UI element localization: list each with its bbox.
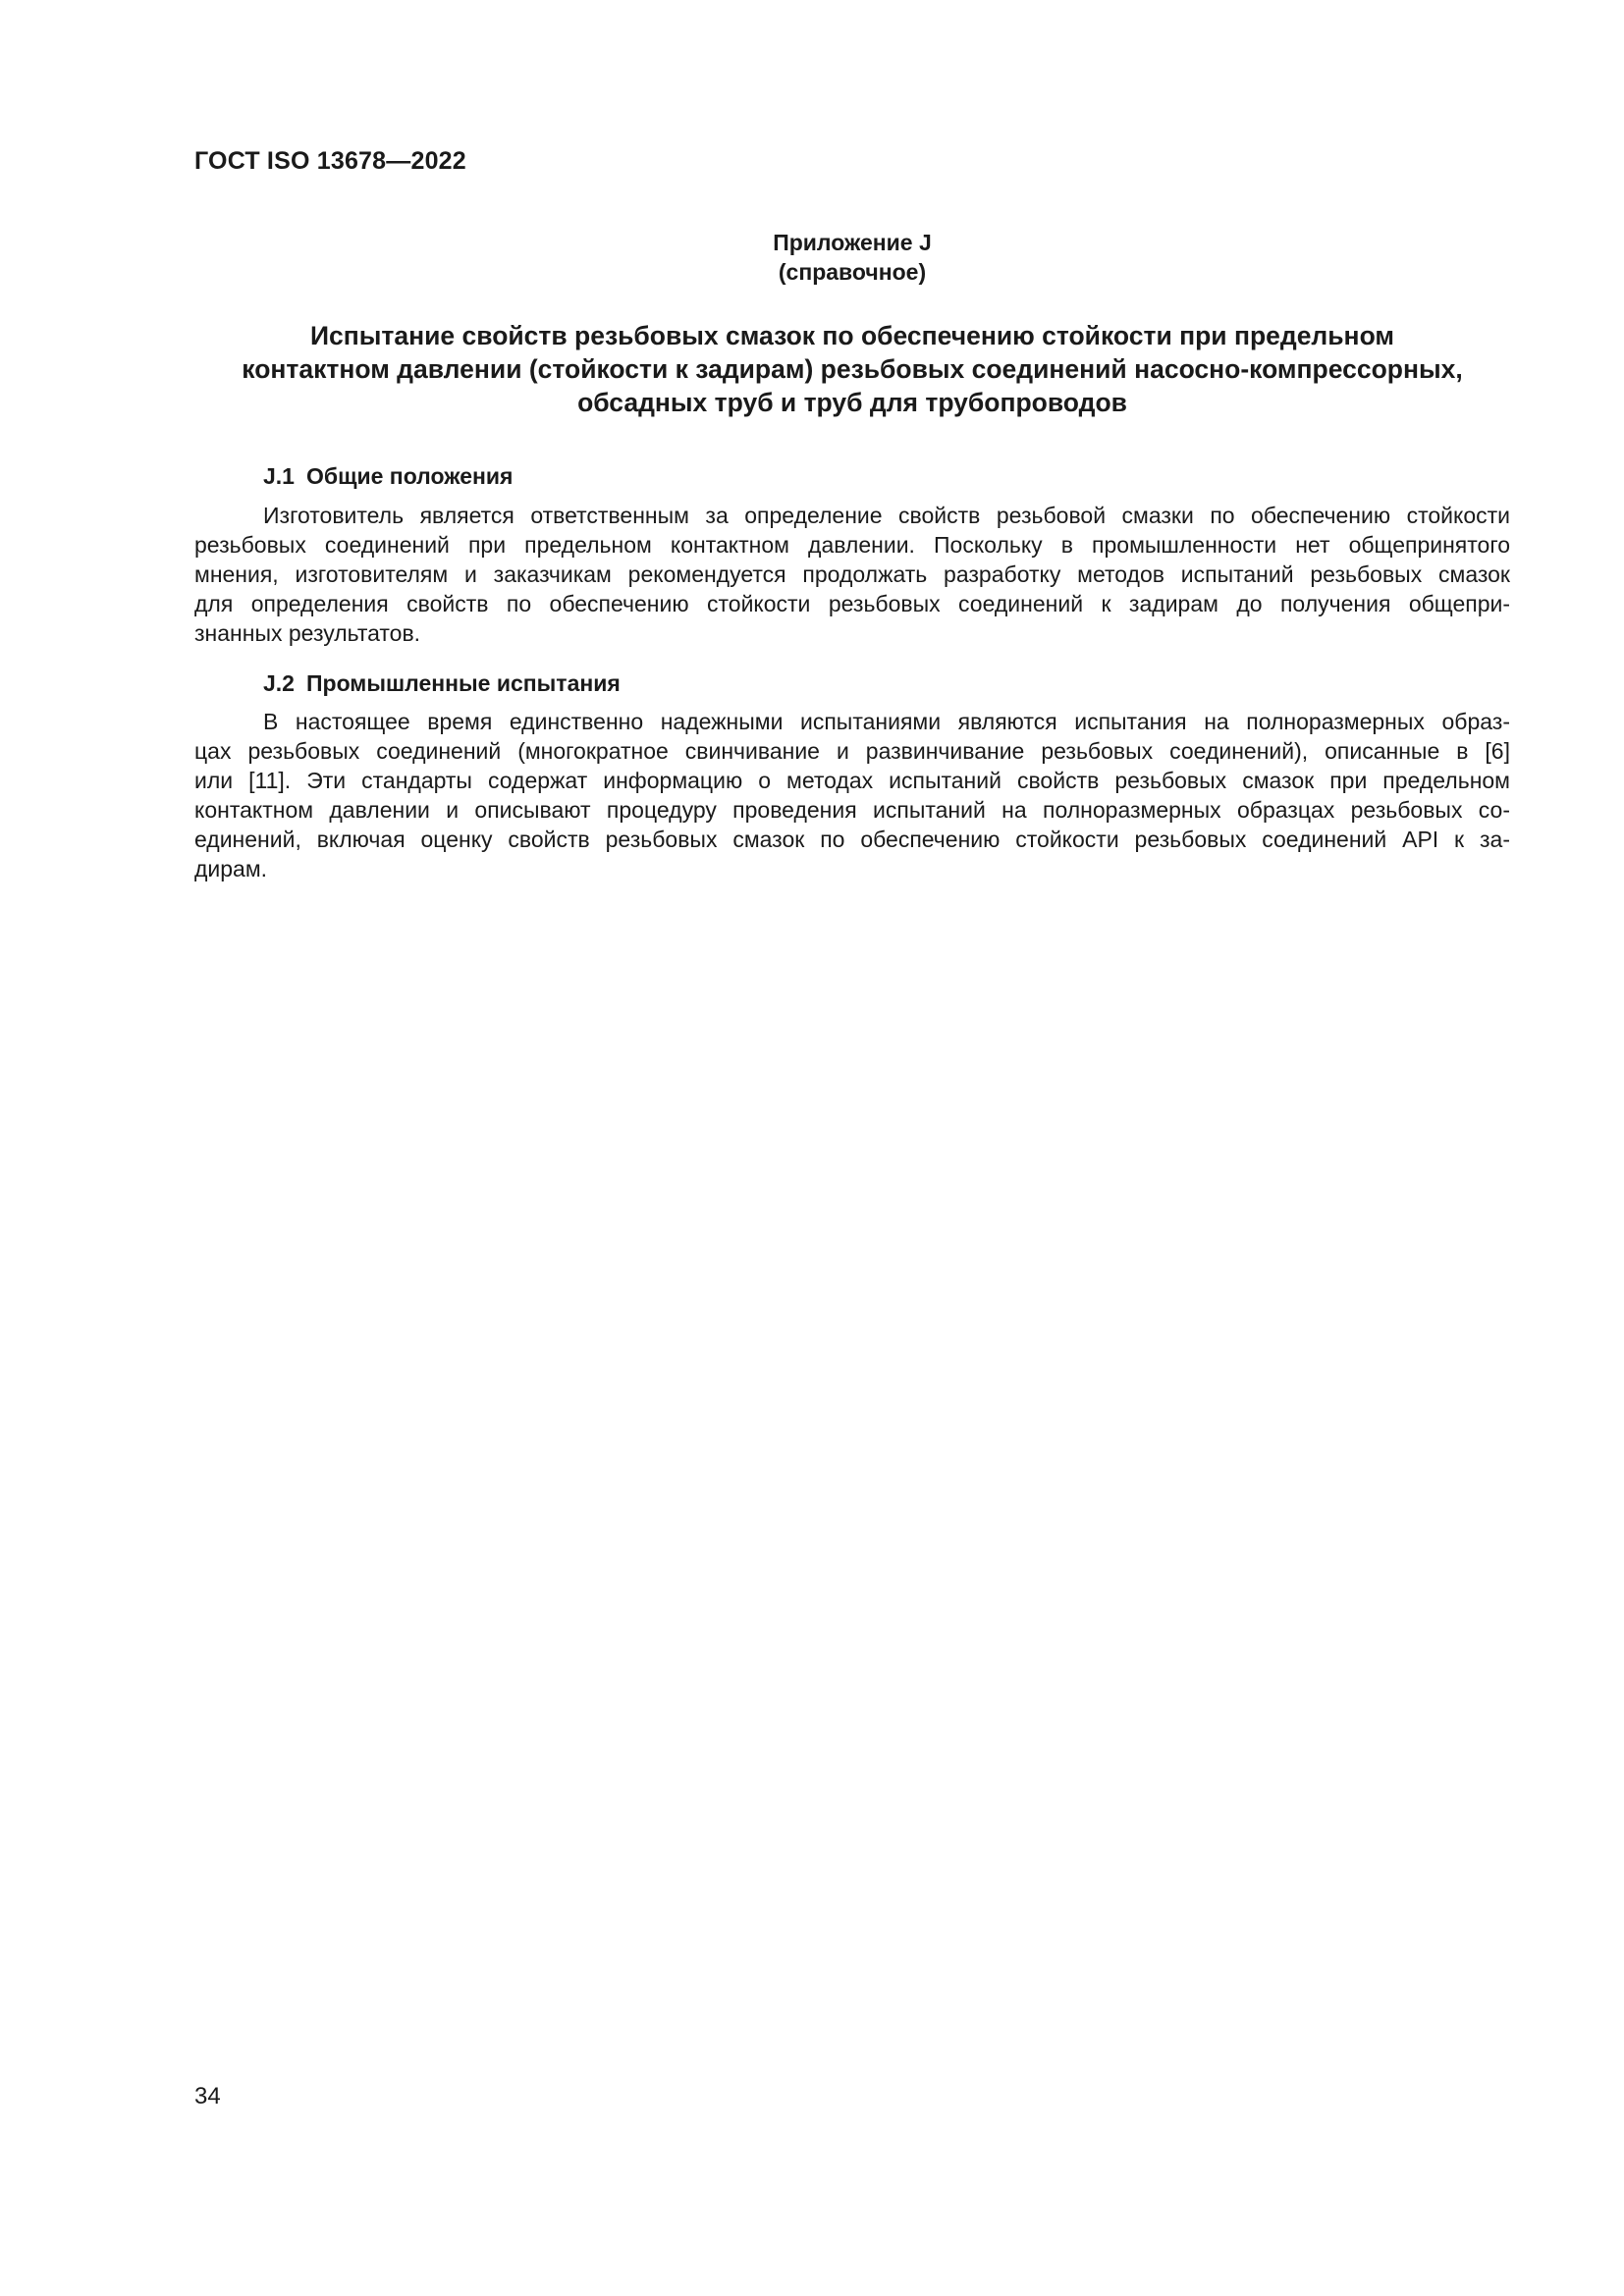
paragraph-line: дирам. <box>194 856 268 881</box>
annex-status: (справочное) <box>778 259 927 285</box>
annex-title-line: обсадных труб и труб для трубопроводов <box>577 388 1127 417</box>
annex-label: Приложение J <box>773 230 932 255</box>
paragraph-line: единений, включая оценку свойств резьбовых смазок по обеспечению стойкости резьбовых соединений API к за- <box>194 827 1510 852</box>
paragraph-line: резьбовых соединений при предельном контактном давлении. Поскольку в промышленности нет общепринятого <box>194 532 1510 558</box>
section-title: Промышленные испытания <box>305 670 621 696</box>
paragraph-line: или [11]. Эти стандарты содержат информацию о методах испытаний свойств резьбовых смазок при предельном <box>194 768 1510 793</box>
section-heading-j1 <box>263 463 513 490</box>
section-title: Общие положения <box>305 463 514 489</box>
section-number: J.2 <box>263 670 295 696</box>
document-code: ГОСТ ISO 13678—2022 <box>194 147 466 175</box>
paragraph-line: В настоящее время единственно надежными испытаниями являются испытания на полноразмерных образ- <box>263 709 1510 734</box>
paragraph-line: знанных результатов. <box>194 620 421 646</box>
paragraph-line: контактном давлении и описывают процедуру проведения испытаний на полноразмерных образцах резьбовых со- <box>194 797 1510 823</box>
paragraph-line: цах резьбовых соединений (многократное свинчивание и развинчивание резьбовых соединений), описанные в [6] <box>194 738 1510 764</box>
section-j2-paragraph <box>194 707 1510 883</box>
paragraph-line: для определения свойств по обеспечению стойкости резьбовых соединений к задирам до получения общепри- <box>194 591 1510 616</box>
annex-title <box>194 319 1510 419</box>
section-j1-paragraph <box>194 501 1510 648</box>
paragraph-line: Изготовитель является ответственным за определение свойств резьбовой смазки по обеспечению стойкости <box>263 503 1510 528</box>
annex-title-line: контактном давлении (стойкости к задирам) резьбовых соединений насосно-компрессорных, <box>242 354 1463 384</box>
annex-title-line: Испытание свойств резьбовых смазок по обеспечению стойкости при предельном <box>309 321 1395 350</box>
annex-header <box>194 228 1510 287</box>
paragraph-line: мнения, изготовителям и заказчикам рекомендуется продолжать разработку методов испытаний резьбовых смазок <box>194 561 1510 587</box>
section-number: J.1 <box>263 463 295 489</box>
page-number: 34 <box>194 2083 221 2109</box>
section-heading-j2 <box>263 670 621 697</box>
